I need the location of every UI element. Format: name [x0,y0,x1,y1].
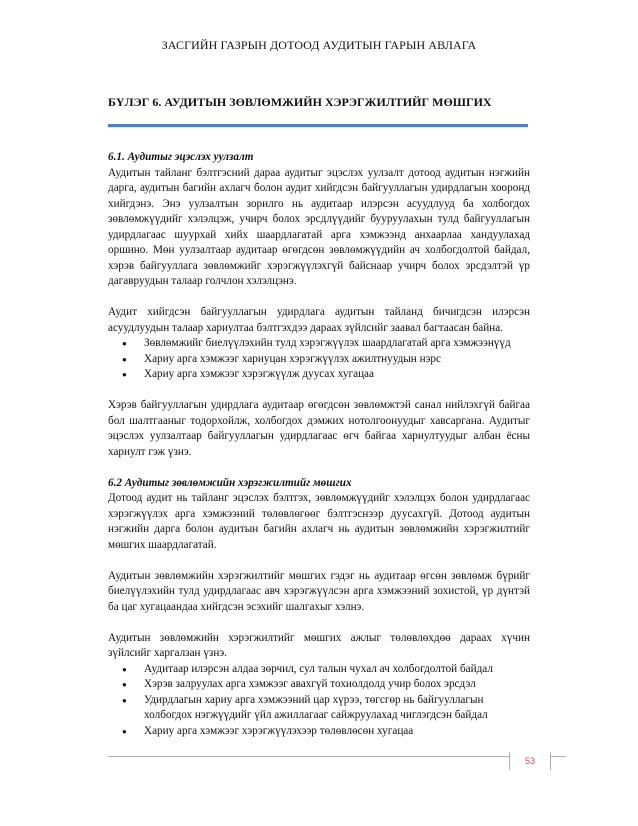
bullet-list [108,336,530,383]
paragraph: Хэрэв байгууллагын удирдлага аудитаар өгөгдсөн зөвлөмжтэй санал нийлэхгүй байгаа бол шалтгааныг тодорхойлж, холбогдох дэмжих нотолгоонуудыг хавсаргана. Аудитыг эцэслэх уулзалтаар байгууллагын удирдлагаас өгч байгаа хариултуудыг албан ёсны хариулт гэж үзнэ. [108,399,530,458]
paragraph: Аудитын тайланг бэлтгэсний дараа аудитыг эцэслэх уулзалт дотоод аудитын нэгжийн дарга, аудитын багийн ахлагч болон аудит хийгдсэн байгууллагын удирдлагын хооронд хийгдэнэ. Энэ уулзалтын зорилго нь аудитаар илэрсэн асуудлууд ба холбогдох зөвлөмжүүдийг хэлэлцэж, учирч болох эрсдлүүдийг бууруулахын тулд байгууллагын удирдлагаас шуурхай хийх шаардлагатай арга хэмжээнд анхаарлаа хандуулахад оршино. Мөн уулзалтаар аудитаар өгөгдсөн зөвлөмжүүдийн ач холбогдолтой байдал, хэрэв байгууллага зөвлөмжийг хэрэгжүүлэхгүй байснаар учирч болох эрсдэлтэй үр дагавруудын талаар голчлон хэлэлцэнэ. [108,166,530,287]
footer-divider [108,756,566,757]
paragraph: Аудитын зөвлөмжийн хэрэгжилтийг мөшгих гэдэг нь аудитаар өгсөн зөвлөмж бүрийг биелүүлэхийн тулд удирдлагаас авч хэрэгжүүлсэн арга хэмжээний зохистой, үр дүнтэй ба цаг хугацаандаа хийгдсэн эсэхийг шалгахыг хэлнэ. [108,569,530,613]
list-item: ● Зөвлөмжийг биелүүлэхийн тулд хэрэгжүүлэх шаардлагатай арга хэмжээнүүд [144,336,530,352]
paragraph: Дотоод аудит нь тайланг эцэслэх бэлтгэх, зөвлөмжүүдийг хэлэлцэх болон удирдлагаас хэрэгжүүлэх арга хэмжээний төлөвлөгөөг бэлтгэснээр дуусахгүй. Дотоод аудитын нэгжийн дарга болон аудитын багийн ахлагч нь аудитын зөвлөмжийн хэрэгжилтийг мөшгих шаардлагатай. [108,492,530,551]
body-text [108,150,530,739]
list-item: ● Хариу арга хэмжээг хариуцан хэрэгжүүлэх ажилтнуудын нэрс [144,352,530,368]
paragraph: Аудит хийгдсэн байгууллагын удирдлага аудитын тайланд бичигдсэн илэрсэн асуудлуудын талаар хариултаа бэлтгэхдээ дараах зүйлсийг заавал багтаасан байна. [108,306,530,334]
section-heading-6-1: 6.1. Аудитыг эцэслэх уулзалт [108,151,254,163]
chapter-title: БҮЛЭГ 6. АУДИТЫН ЗӨВЛӨМЖИЙН ХЭРЭГЖИЛТИЙГ МӨШГИХ [108,95,492,109]
chapter-divider [108,124,528,127]
list-item: ● Аудитаар илэрсэн алдаа зөрчил, сул талын чухал ач холбогдолтой байдал [144,662,530,678]
page-number: 53 [509,752,551,770]
running-header: ЗАСГИЙН ГАЗРЫН ДОТООД АУДИТЫН ГАРЫН АВЛАГА [161,38,477,52]
list-item: ● Хариу арга хэмжээг хэрэгжүүлж дуусах хугацаа [144,367,530,383]
section-heading-6-2: 6.2 Аудитыг зөвлөмжийн хэрэгжилтийг мөшгих [108,476,352,489]
list-item: ● Удирдлагын хариу арга хэмжээний цар хүрээ, төгсгөр нь байгууллагын холбогдох нэгжүүдийг үйл ажиллагааг сайжруулахад чиглэгдсэн байдал [144,693,530,724]
list-item: ● Хэрэв залруулах арга хэмжээг авахгүй тохиолдолд учир болох эрсдэл [144,677,530,693]
bullet-list [108,662,530,740]
paragraph: Аудитын зөвлөмжийн хэрэгжилтийг мөшгих ажлыг төлөвлөхдөө дараах хүчин зүйлсийг харгалзан үзнэ. [108,631,530,659]
list-item: ● Хариу арга хэмжээг хэрэгжүүлэхээр төлөвлөсөн хугацаа [144,724,530,740]
